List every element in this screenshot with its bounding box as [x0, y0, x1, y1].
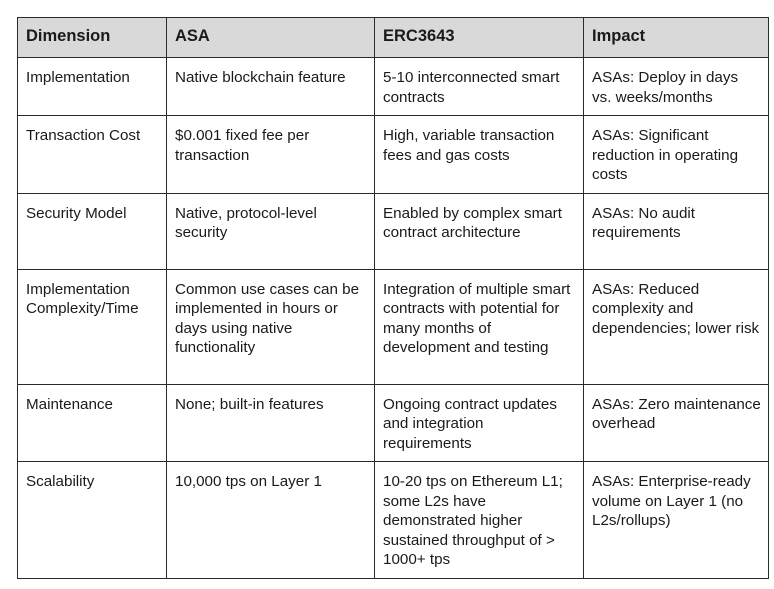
cell-asa: Native blockchain feature	[167, 58, 375, 116]
header-dimension: Dimension	[18, 18, 167, 58]
cell-asa: 10,000 tps on Layer 1	[167, 462, 375, 579]
cell-impact: ASAs: Reduced complexity and dependencies; lower risk	[584, 269, 769, 384]
cell-dimension: Implementation Complexity/Time	[18, 269, 167, 384]
header-impact: Impact	[584, 18, 769, 58]
cell-impact: ASAs: Deploy in days vs. weeks/months	[584, 58, 769, 116]
cell-impact: ASAs: Zero maintenance overhead	[584, 384, 769, 462]
table-row	[18, 462, 769, 579]
cell-erc3643: 5-10 interconnected smart contracts	[375, 58, 584, 116]
table-row	[18, 116, 769, 194]
cell-erc3643: Integration of multiple smart contracts with potential for many months of development and testing	[375, 269, 584, 384]
header-asa: ASA	[167, 18, 375, 58]
cell-erc3643: Enabled by complex smart contract architecture	[375, 193, 584, 269]
cell-impact: ASAs: Significant reduction in operating costs	[584, 116, 769, 194]
cell-erc3643: High, variable transaction fees and gas costs	[375, 116, 584, 194]
cell-dimension: Maintenance	[18, 384, 167, 462]
cell-dimension: Security Model	[18, 193, 167, 269]
table-header-row	[18, 18, 769, 58]
table-row	[18, 193, 769, 269]
cell-asa: Native, protocol-level security	[167, 193, 375, 269]
cell-dimension: Scalability	[18, 462, 167, 579]
cell-asa: Common use cases can be implemented in hours or days using native functionality	[167, 269, 375, 384]
header-erc3643: ERC3643	[375, 18, 584, 58]
cell-erc3643: Ongoing contract updates and integration requirements	[375, 384, 584, 462]
cell-dimension: Implementation	[18, 58, 167, 116]
table-row	[18, 384, 769, 462]
cell-asa: None; built-in features	[167, 384, 375, 462]
table-row	[18, 269, 769, 384]
comparison-table	[17, 17, 769, 579]
cell-erc3643: 10-20 tps on Ethereum L1; some L2s have demonstrated higher sustained throughput of > 1000+ tps	[375, 462, 584, 579]
cell-asa: $0.001 fixed fee per transaction	[167, 116, 375, 194]
table-row	[18, 58, 769, 116]
cell-dimension: Transaction Cost	[18, 116, 167, 194]
cell-impact: ASAs: Enterprise-ready volume on Layer 1 (no L2s/rollups)	[584, 462, 769, 579]
cell-impact: ASAs: No audit requirements	[584, 193, 769, 269]
